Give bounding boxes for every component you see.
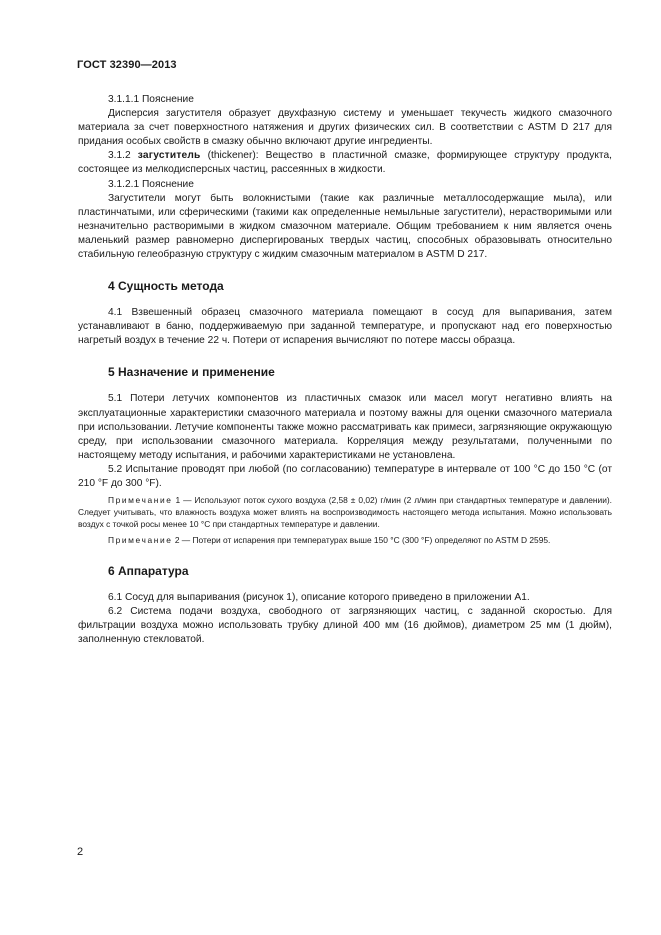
clause-6-2: 6.2 Система подачи воздуха, свободного от загрязняющих частиц, с заданной скоростью. Для фильтрации воздуха можно использовать трубку длиной 400 мм (16 дюймов), диаметром 25 мм (1 дюйм), заполненную стекловатой. [78, 605, 612, 645]
clause-3-1-2-1-title: 3.1.2.1 Пояснение [108, 178, 194, 190]
note-1-label: Примечание [108, 495, 173, 506]
section-5-heading: 5 Назначение и применение [108, 365, 275, 380]
note-2-label: Примечание [108, 534, 173, 545]
note-2-text: 2 — Потери от испарения при температурах выше 150 °С (300 °F) определяют по ASTM D 2595. [174, 534, 551, 545]
clause-3-1-2 [78, 149, 612, 177]
clause-6-1: 6.1 Сосуд для выпаривания (рисунок 1), описание которого приведено в приложении А1. [108, 591, 530, 603]
note-2 [78, 535, 612, 547]
clause-5-1: 5.1 Потери летучих компонентов из пластичных смазок или масел могут негативно влиять на эксплуатационные характеристики смазочного материала и поэтому важны для оценки смазочного материала при использовании. Летучие компоненты также можно рассматривать как примеси, загрязняющие окружающую среду, при использовании смазочного материала. Корреляция между результатами, полученными по настоящему методу испытания, и рабочими характеристиками не установлена. [78, 393, 612, 461]
section-6-heading: 6 Аппаратура [108, 563, 189, 578]
note-1 [78, 495, 612, 531]
document-header: ГОСТ 32390—2013 [77, 59, 177, 71]
note-1-text: 1 — Используют поток сухого воздуха (2,58 ± 0,02) г/мин (2 л/мин при стандартных температуре и давлении). Следует учитывать, что влажность воздуха может влиять на воспроизводимость настоящего метода испытания. Можно использовать воздух с точкой росы менее 10 °С при стандартных температуре и давлении. [78, 495, 612, 529]
clause-5-2: 5.2 Испытание проводят при любой (по согласованию) температуре в интервале от 100 °С до 150 °С (от 210 °F до 300 °F). [78, 463, 612, 489]
clause-3-1-2-1-text: Загустители могут быть волокнистыми (такие как различные металлосодержащие мыла), или пластинчатыми, или сферическими (такими как определенные немыльные загустители), нерастворимыми или незначительно растворимыми в жидком смазочном материале. Общим требованием к ним является очень маленький размер равномерно диспергированых твердых частиц, способных образовывать относительно стабильную гелеобразную структуру с жидким смазочным материалом в ASTM D 217. [78, 192, 612, 261]
document-body [78, 93, 612, 647]
term-thickener: загуститель [137, 150, 201, 162]
clause-4-1: 4.1 Взвешенный образец смазочного материала помещают в сосуд для выпаривания, затем устанавливают в баню, поддерживаемую при заданной температуре, и пропускают над его поверхностью нагретый воздух в течение 22 ч. Потери от испарения вычисляют по потере массы образца. [78, 307, 612, 347]
clause-3-1-2-number: 3.1.2 [108, 150, 131, 162]
clause-3-1-1-1-text: Дисперсия загустителя образует двухфазную систему и уменьшает текучесть жидкого смазочного материала за счет поверхностного натяжения и других физических сил. В соответствии с ASTM D 217 для придания особых свойств в смазку обычно включают другие ингредиенты. [78, 108, 612, 148]
section-4-heading: 4 Сущность метода [108, 279, 224, 294]
clause-3-1-2-text: (thickener): Вещество в пластичной смазке, формирующее структуру продукта, состоящее из мелкодисперсных частиц, рассеянных в жидкости. [78, 150, 612, 176]
clause-3-1-1-1-title: 3.1.1.1 Пояснение [108, 94, 194, 105]
page-number: 2 [77, 846, 84, 858]
